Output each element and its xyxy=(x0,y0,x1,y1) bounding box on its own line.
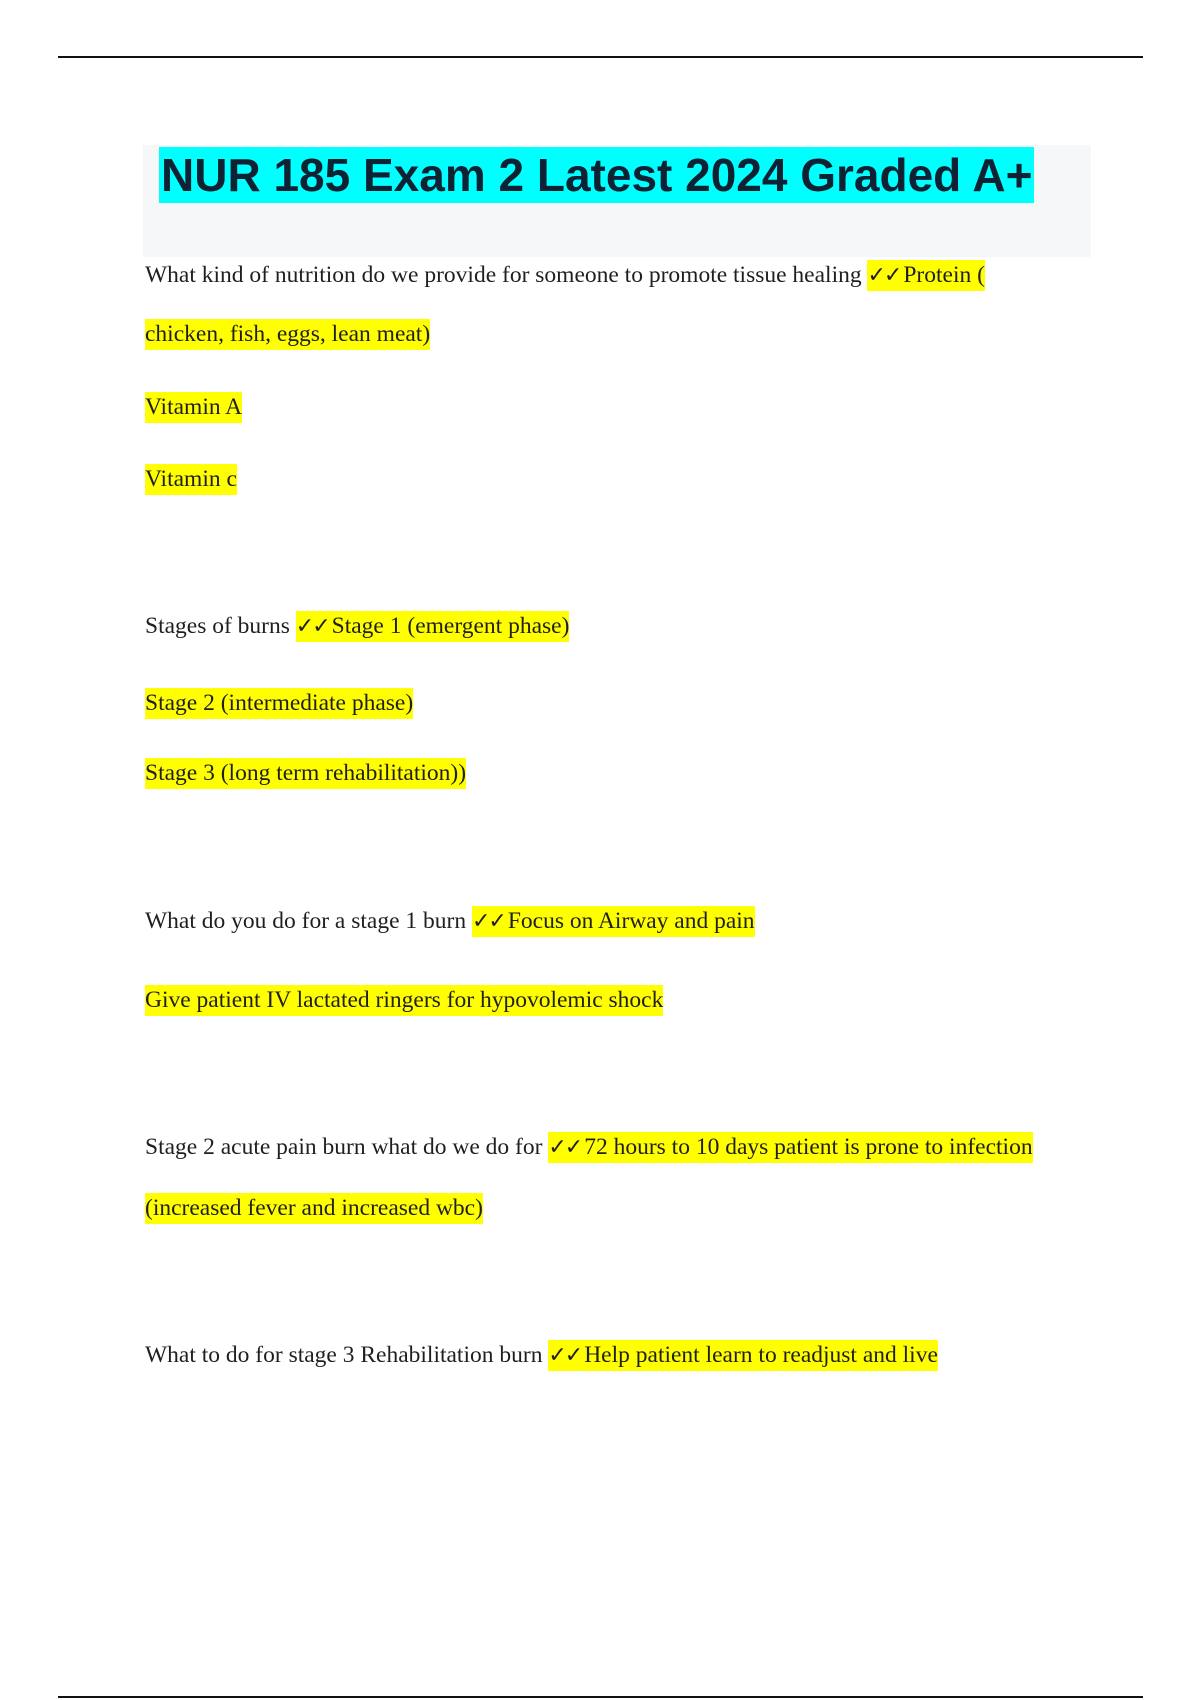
double-check-icon: ✓✓ xyxy=(471,909,505,934)
answer-text: (increased fever and increased wbc) xyxy=(145,1193,483,1224)
answer-line xyxy=(145,688,413,718)
answer-text: Stage 2 (intermediate phase) xyxy=(145,688,413,719)
answer-line xyxy=(145,392,242,422)
answer-text: Stage 3 (long term rehabilitation)) xyxy=(145,758,466,789)
answer-line xyxy=(145,1193,483,1223)
question-text: What kind of nutrition do we provide for someone to promote tissue healing xyxy=(145,262,862,288)
answer-text: Vitamin A xyxy=(145,392,242,423)
question-text: What do you do for a stage 1 burn xyxy=(145,908,467,934)
question-text: Stages of burns xyxy=(145,613,290,639)
answer-highlight xyxy=(867,260,984,291)
double-check-icon: ✓✓ xyxy=(548,1135,582,1160)
answer-highlight xyxy=(548,1132,1032,1163)
document-title: NUR 185 Exam 2 Latest 2024 Graded A+ xyxy=(161,149,1033,201)
answer-text: Help patient learn to readjust and live xyxy=(584,1342,938,1368)
question-line-3 xyxy=(145,906,755,937)
double-check-icon: ✓✓ xyxy=(867,263,901,288)
top-rule xyxy=(58,56,1143,58)
answer-line xyxy=(145,758,466,788)
answer-text: 72 hours to 10 days patient is prone to infection xyxy=(584,1134,1033,1160)
double-check-icon: ✓✓ xyxy=(548,1343,582,1368)
answer-text: Focus on Airway and pain xyxy=(507,908,755,934)
question-line-1 xyxy=(145,260,985,291)
answer-text: chicken, fish, eggs, lean meat) xyxy=(145,319,430,350)
answer-highlight xyxy=(296,611,570,642)
bottom-rule xyxy=(58,1696,1143,1698)
double-check-icon: ✓✓ xyxy=(295,614,329,639)
question-line-4 xyxy=(145,1132,1033,1163)
question-line-2 xyxy=(145,611,569,642)
question-text: What to do for stage 3 Rehabilitation burn xyxy=(145,1342,543,1368)
answer-text: Protein ( xyxy=(903,262,985,288)
answer-text: Vitamin c xyxy=(145,464,237,495)
answer-text: Stage 1 (emergent phase) xyxy=(331,613,570,639)
answer-line xyxy=(145,319,430,349)
question-text: Stage 2 acute pain burn what do we do for xyxy=(145,1134,543,1160)
answer-line xyxy=(145,985,663,1015)
question-line-5 xyxy=(145,1340,938,1371)
answer-highlight xyxy=(472,906,755,937)
answer-text: Give patient IV lactated ringers for hypovolemic shock xyxy=(145,985,663,1016)
answer-line xyxy=(145,464,237,494)
answer-highlight xyxy=(548,1340,938,1371)
